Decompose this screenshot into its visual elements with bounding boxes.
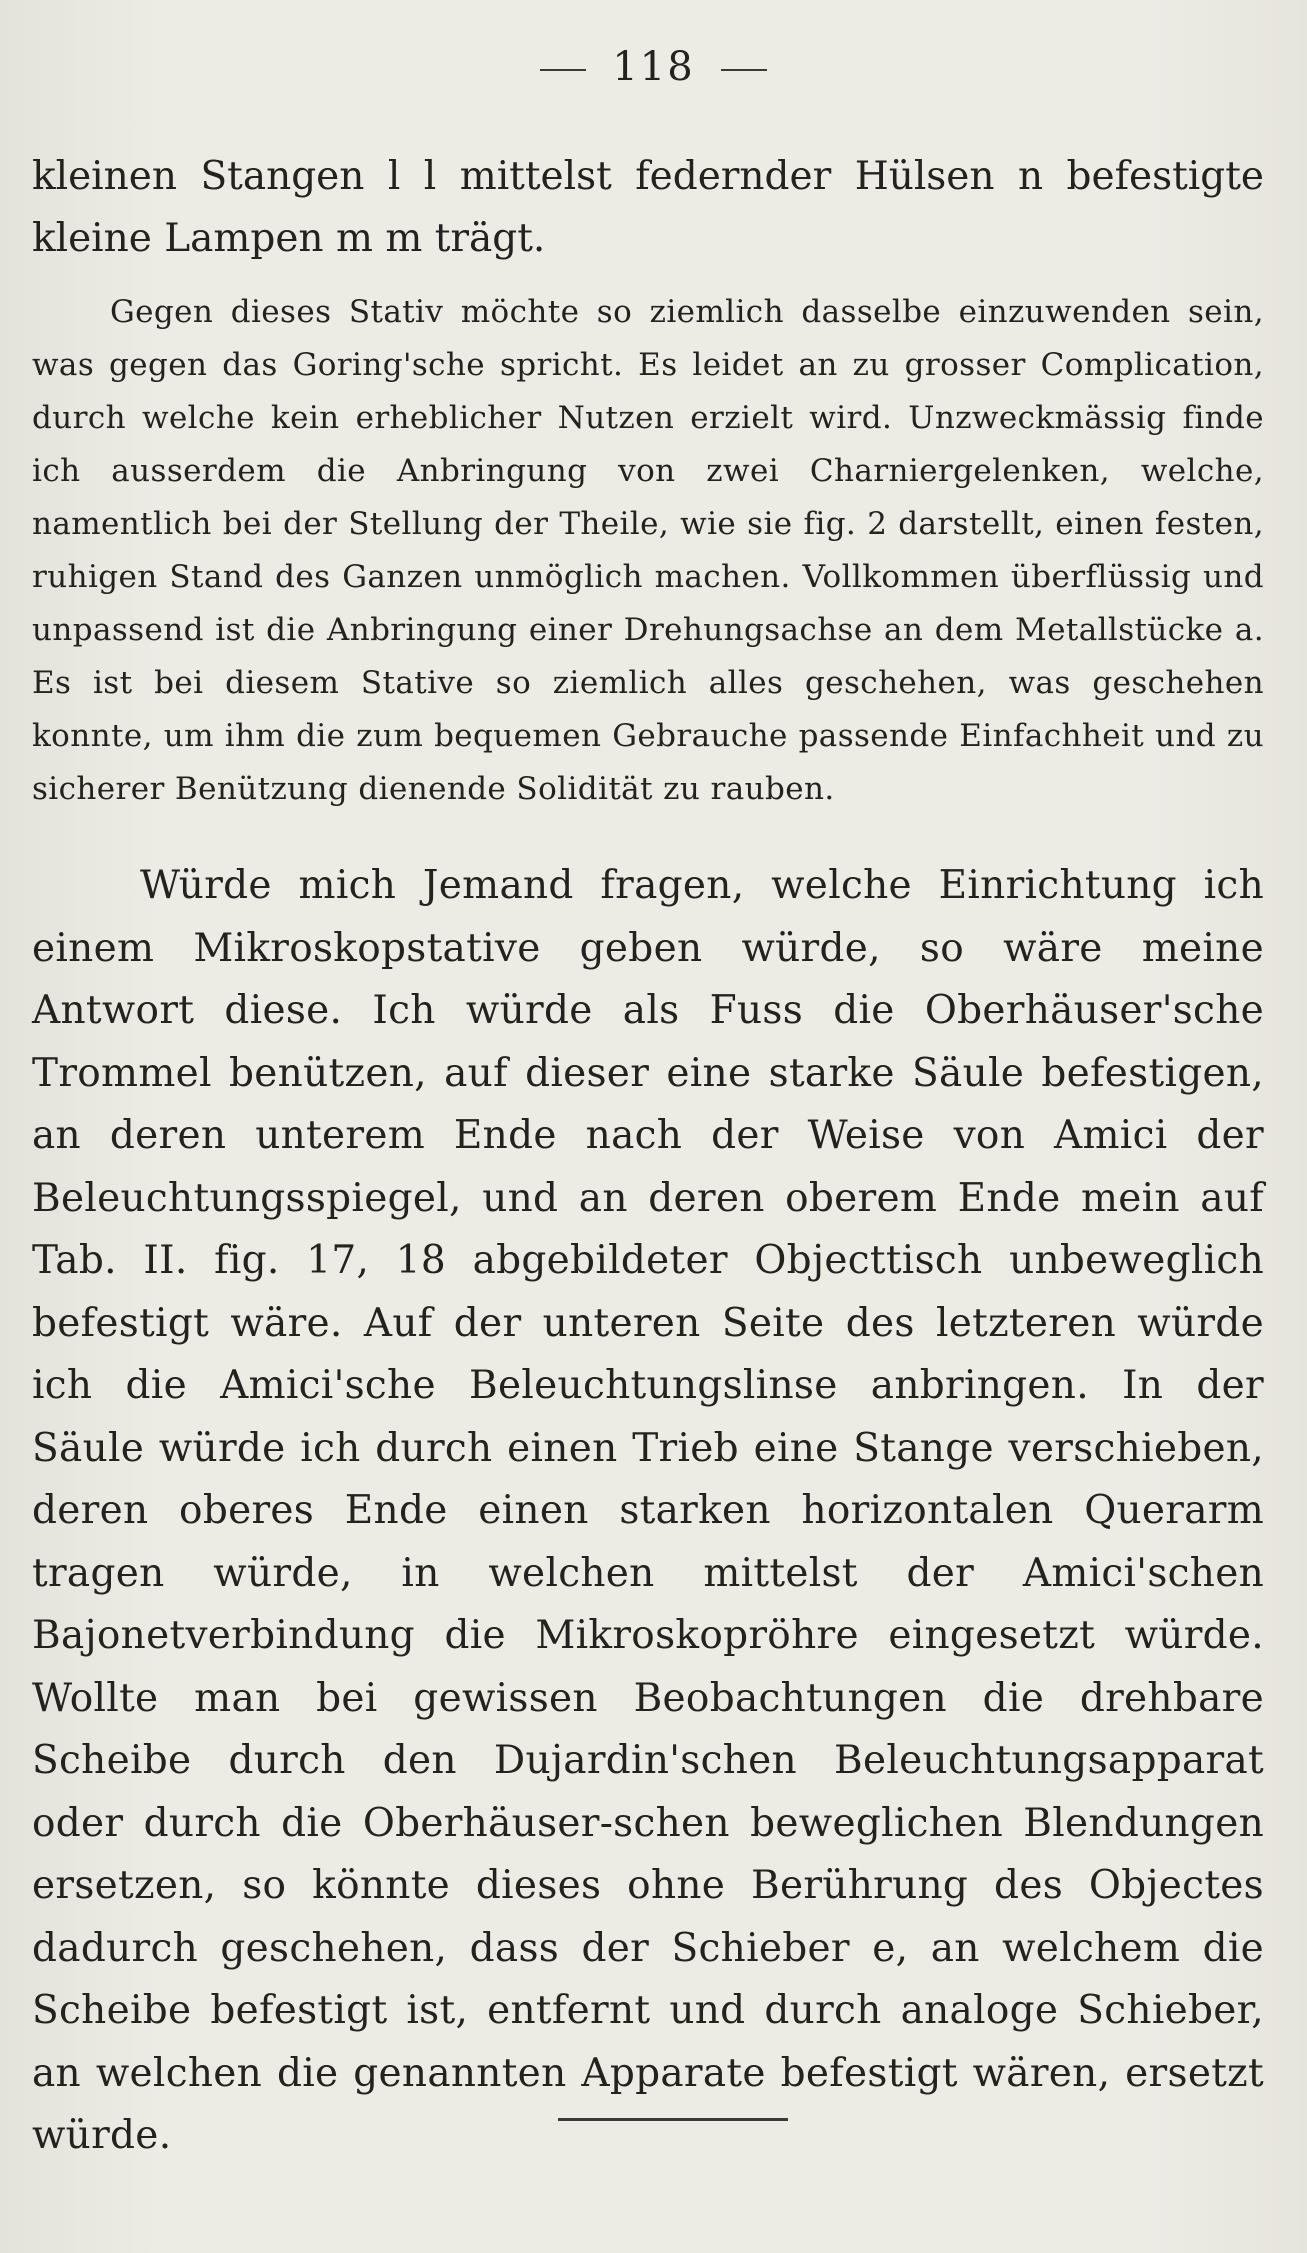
paragraph-continuation: kleinen Stangen l l mittelst federnder Hülsen n befestigte kleine Lampen m m trägt. [32,154,1264,261]
paragraph-proposal: Würde mich Jemand fragen, welche Einrichtung ich einem Mikroskopstative geben würde, so wäre meine Antwort diese. Ich würde als Fuss die Oberhäuser'sche Trommel benützen, auf dieser eine starke Säule befestigen, an deren unterem Ende nach der Weise von Amici der Beleuchtungsspiegel, und an deren oberem Ende mein auf Tab. II. fig. 17, 18 abgebildeter Objecttisch unbeweglich befestigt wäre. Auf der unteren Seite des letzteren würde ich die Amici'sche Beleuchtungslinse anbringen. In der Säule würde ich durch einen Trieb eine Stange verschieben, deren oberes Ende einen starken horizontalen Querarm tragen würde, in welchen mittelst der Amici'schen Bajonetverbindung die Mikroskopröhre eingesetzt würde. Wollte man bei gewissen Beobachtungen die drehbare Scheibe durch den Dujardin'schen Beleuchtungsapparat oder durch die Oberhäuser-schen beweglichen Blendungen ersetzen, so könnte dieses ohne Berührung des Objectes dadurch geschehen, dass der Schieber e, an welchem die Scheibe befestigt ist, entfernt und durch analoge Schieber, an welchen die genannten Apparate befestigt wären, ersetzt würde. [32,863,1264,2158]
paragraph-proposal-block [32,855,1264,2168]
paragraph-critique-block [32,286,1264,816]
header-dash-right [721,69,767,71]
header-dash-left [540,69,586,71]
paragraph-critique: Gegen dieses Stativ möchte so ziemlich dasselbe einzuwenden sein, was gegen das Goring'sche spricht. Es leidet an zu grosser Complication, durch welche kein erheblicher Nutzen erzielt wird. Unzweckmässig finde ich ausserdem die Anbringung von zwei Charniergelenken, welche, namentlich bei der Stellung der Theile, wie sie fig. 2 darstellt, einen festen, ruhigen Stand des Ganzen unmöglich machen. Vollkommen überflüssig und unpassend ist die Anbringung einer Drehungsachse an dem Metallstücke a. Es ist bei diesem Stative so ziemlich alles geschehen, was geschehen konnte, um ihm die zum bequemen Gebrauche passende Einfachheit und zu sicherer Benützung dienende Solidität zu rauben. [32,294,1264,807]
page-number: 118 [612,44,695,90]
section-end-rule [558,2118,788,2121]
page-header [0,44,1307,90]
